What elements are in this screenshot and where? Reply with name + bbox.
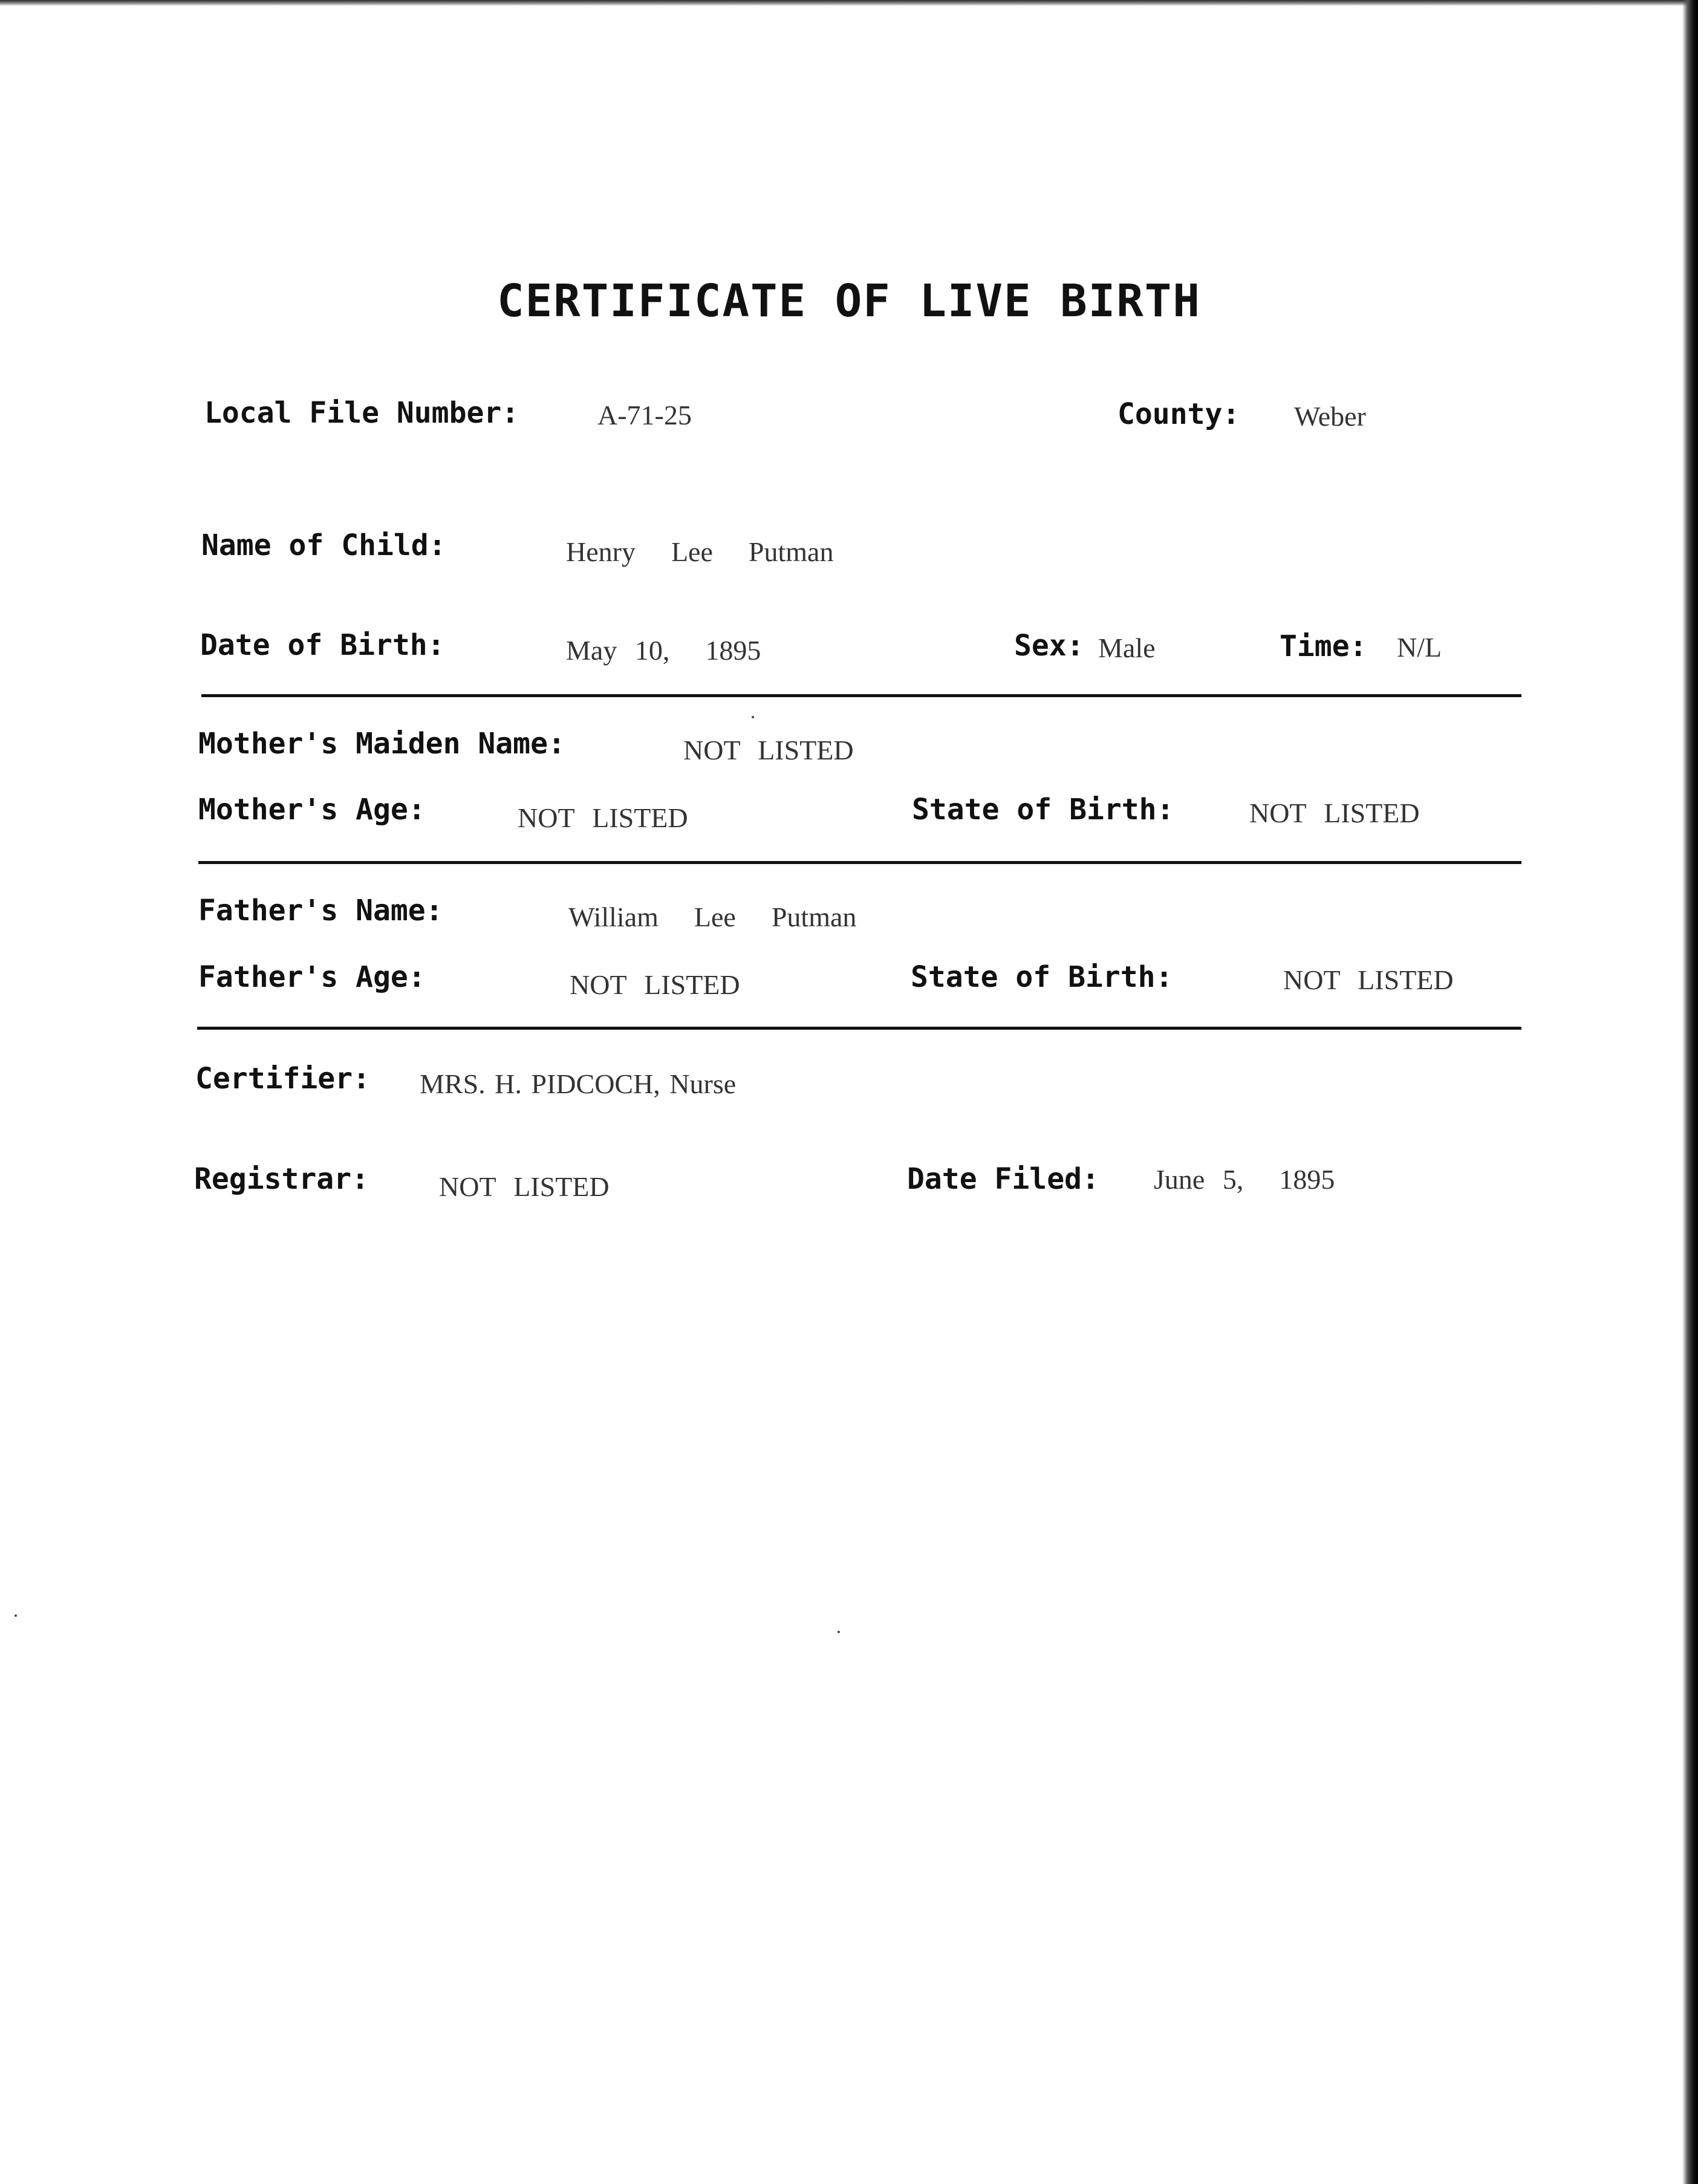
- registrar-label: Registrar:: [194, 1162, 369, 1196]
- date-of-birth-label: Date of Birth:: [200, 628, 445, 662]
- section-divider-2: [198, 861, 1521, 864]
- father-age-label: Father's Age:: [198, 960, 426, 994]
- mother-maiden-name-value: NOT LISTED: [683, 735, 854, 765]
- father-name-label: Father's Name:: [198, 894, 443, 928]
- father-age-value: NOT LISTED: [570, 969, 740, 1000]
- date-filed-label: Date Filed:: [907, 1162, 1099, 1196]
- scan-speck: [752, 716, 754, 718]
- scan-right-edge: [1682, 0, 1698, 2184]
- father-name-value: William Lee Putman: [568, 902, 857, 932]
- scan-speck: [838, 1631, 840, 1633]
- sex-label: Sex:: [1014, 629, 1084, 663]
- certifier-value: MRS. H. PIDCOCH, Nurse: [420, 1068, 737, 1099]
- certificate-title: CERTIFICATE OF LIVE BIRTH: [497, 275, 1201, 327]
- county-value: Weber: [1294, 401, 1366, 432]
- mother-age-label: Mother's Age:: [198, 793, 426, 827]
- father-state-of-birth-value: NOT LISTED: [1283, 964, 1454, 995]
- father-state-of-birth-label: State of Birth:: [911, 960, 1173, 994]
- local-file-number-value: A-71-25: [597, 400, 692, 431]
- mother-state-of-birth-label: State of Birth:: [912, 793, 1174, 827]
- local-file-number-label: Local File Number:: [204, 396, 519, 430]
- section-divider-3: [197, 1027, 1521, 1030]
- scan-top-edge: [0, 0, 1698, 6]
- child-name-value: Henry Lee Putman: [566, 536, 834, 567]
- date-filed-value: June 5, 1895: [1154, 1164, 1335, 1195]
- county-label: County:: [1117, 397, 1240, 431]
- date-of-birth-value: May 10, 1895: [566, 635, 761, 666]
- time-label: Time:: [1280, 629, 1367, 663]
- mother-age-value: NOT LISTED: [518, 802, 688, 833]
- mother-maiden-name-label: Mother's Maiden Name:: [198, 727, 565, 761]
- registrar-value: NOT LISTED: [439, 1171, 610, 1202]
- certifier-label: Certifier:: [195, 1062, 370, 1096]
- time-value: N/L: [1397, 632, 1442, 663]
- sex-value: Male: [1098, 632, 1156, 663]
- mother-state-of-birth-value: NOT LISTED: [1249, 798, 1420, 828]
- scan-speck: [15, 1614, 17, 1617]
- section-divider-1: [201, 694, 1521, 697]
- child-name-label: Name of Child:: [201, 528, 446, 562]
